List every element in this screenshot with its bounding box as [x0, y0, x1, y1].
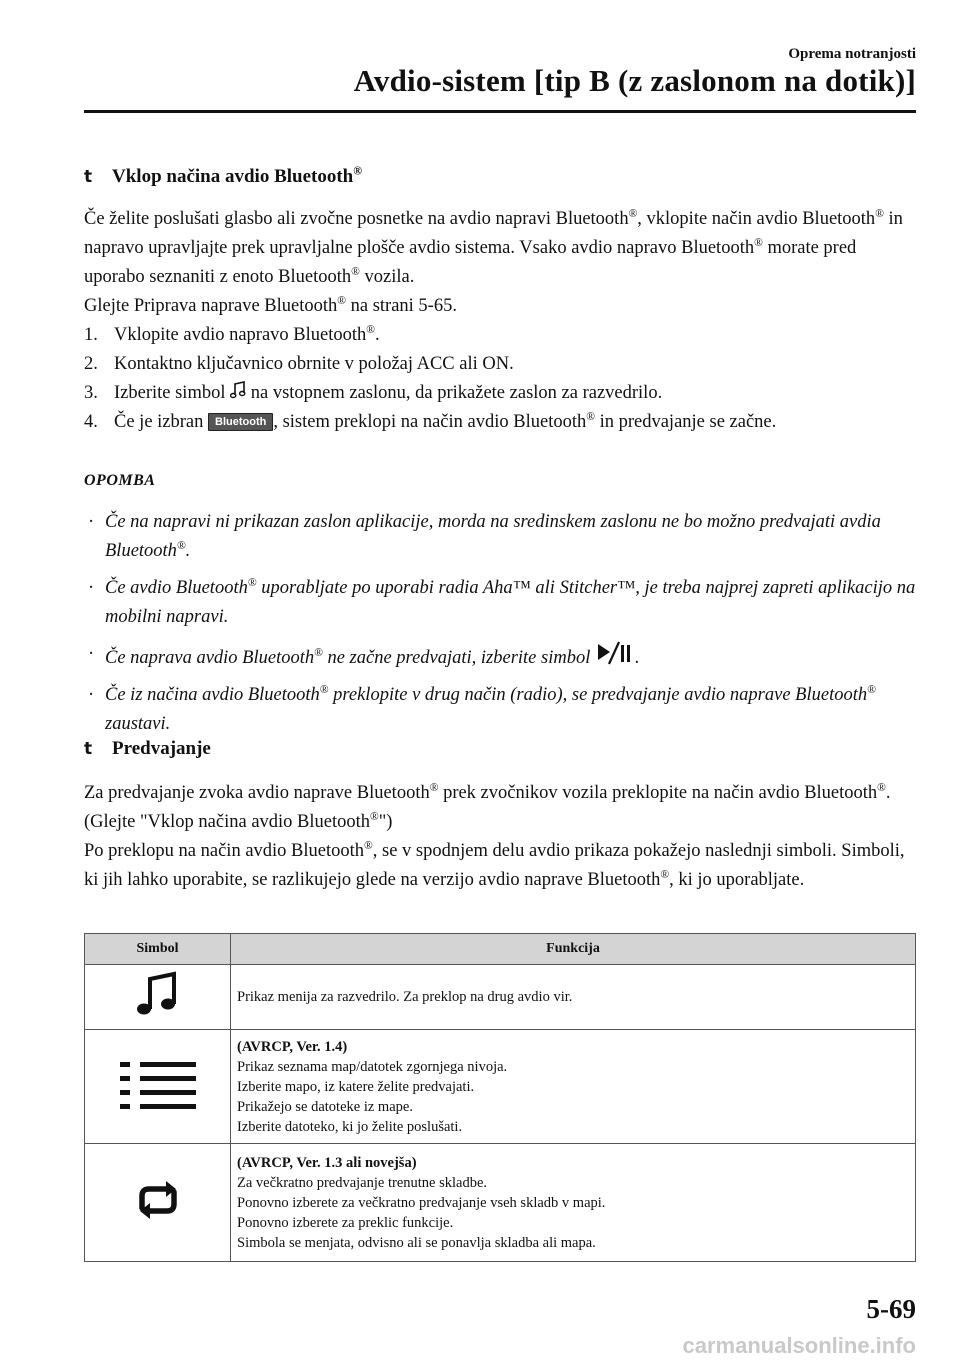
note-item: · Če avdio Bluetooth® uporabljate po uporabi radia Aha™ ali Stitcher™, je treba najprej zapreti aplikacijo na mobilni napravi.: [88, 576, 916, 627]
paragraph: Če želite poslušati glasbo ali zvočne posnetke na avdio napravi Bluetooth®, vklopite način avdio Bluetooth® in napravo upravljajte prek upravljalne plošče avdio sistema. Vsako avdio napravo Bluetooth® morate pred uporabo seznaniti z enoto Bluetooth® vozila.: [84, 207, 903, 287]
note-item: · Če iz načina avdio Bluetooth® preklopite v drug način (radio), se predvajanje avdio naprave Bluetooth® zaustavi.: [88, 683, 876, 734]
section-title: Vklop načina avdio Bluetooth®: [112, 164, 363, 187]
note-title: OPOMBA: [84, 472, 156, 489]
section2-body: [84, 779, 920, 895]
list-icon: [118, 1059, 198, 1109]
page-number: 5-69: [866, 1294, 916, 1324]
music-note-icon: [133, 969, 183, 1019]
bluetooth-badge: Bluetooth: [208, 413, 273, 431]
table-header-row: [85, 934, 916, 965]
page-title: Avdio-sistem [tip B (z zaslonom na dotik)]: [353, 63, 916, 98]
paragraph: Po preklopu na način avdio Bluetooth®, se v spodnjem delu avdio prikaza pokažejo naslednji simboli. Simboli, ki jih lahko uporabite, se razlikujejo glede na verzijo avdio naprave Bluetooth®, ki jo uporabljate.: [84, 839, 905, 890]
chapter-label: Oprema notranjosti: [788, 46, 916, 62]
symbol-cell: [85, 965, 231, 1030]
column-header-function: Funkcija: [231, 934, 916, 965]
section-title: Predvajanje: [112, 738, 211, 759]
column-header-symbol: Simbol: [85, 934, 231, 965]
note-item: · Če naprava avdio Bluetooth® ne začne predvajati, izberite simbol .: [88, 640, 918, 673]
step-item: 4. Če je izbran Bluetooth , sistem preklopi na način avdio Bluetooth® in predvajanje se začne.: [84, 410, 777, 432]
symbol-table: [84, 933, 916, 1262]
music-note-icon: [230, 380, 246, 400]
table-row: [85, 1030, 916, 1144]
watermark: carmanualsonline.info: [682, 1333, 916, 1358]
section-heading-playback: [84, 738, 211, 760]
function-cell: Prikaz menija za razvedrilo. Za preklop na drug avdio vir.: [231, 965, 916, 1030]
table-row: [85, 965, 916, 1030]
step-item: 3. Izberite simbol na vstopnem zaslonu, da prikažete zaslon za razvedrilo.: [84, 379, 920, 408]
table-row: [85, 1144, 916, 1262]
section1-body: [84, 205, 920, 437]
play-pause-icon: [595, 640, 635, 666]
section-marker: t: [84, 739, 93, 759]
function-cell: (AVRCP, Ver. 1.4) Prikaz seznama map/datotek zgornjega nivoja. Izberite mapo, iz katere želite predvajati. Prikažejo se datoteke iz mape. Izberite datoteko, ki jo želite poslušati.: [231, 1030, 916, 1144]
note-list: [88, 508, 918, 747]
note-item: · Če na napravi ni prikazan zaslon aplikacije, morda na sredinskem zaslonu ne bo možno predvajati avdia Bluetooth®.: [88, 512, 881, 561]
repeat-icon: [130, 1178, 186, 1222]
paragraph: Za predvajanje zvoka avdio naprave Bluetooth® prek zvočnikov vozila preklopite na način avdio Bluetooth®. (Glejte "Vklop načina avdio Bluetooth®"): [84, 781, 891, 832]
symbol-cell: [85, 1030, 231, 1144]
section-heading-bluetooth: [84, 166, 362, 188]
step-item: 2. Kontaktno ključavnico obrnite v položaj ACC ali ON.: [84, 354, 514, 374]
function-cell: (AVRCP, Ver. 1.3 ali novejša) Za večkratno predvajanje trenutne skladbe. Ponovno izberete za večkratno predvajanje vseh skladb v mapi. Ponovno izberete za preklic funkcije. Simbola se menjata, odvisno ali se ponavlja skladba ali mapa.: [231, 1144, 916, 1262]
section-marker: t: [84, 167, 93, 187]
step-item: 1. Vklopite avdio napravo Bluetooth®.: [84, 323, 380, 345]
header-divider: [84, 110, 916, 113]
symbol-cell: [85, 1144, 231, 1262]
paragraph: Glejte Priprava naprave Bluetooth® na strani 5-65.: [84, 294, 457, 316]
